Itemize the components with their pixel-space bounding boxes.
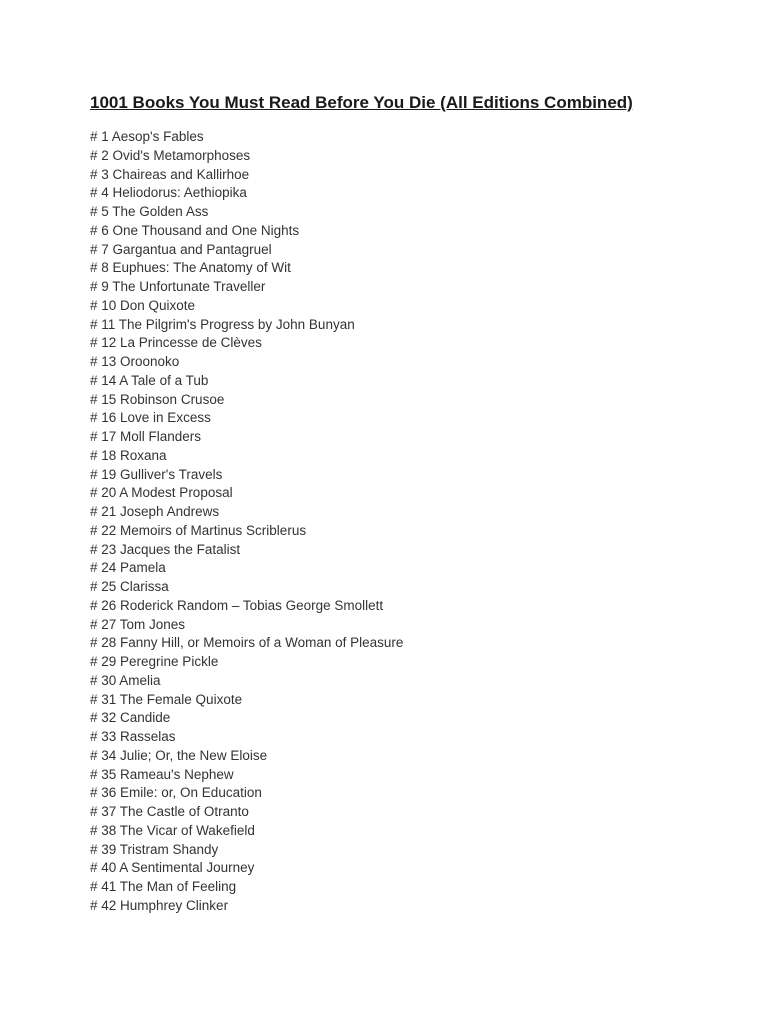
document-title: 1001 Books You Must Read Before You Die (All Editions Combined) [90,93,633,112]
book-list-item: # 22 Memoirs of Martinus Scriblerus [90,522,307,538]
book-list-item: # 37 The Castle of Otranto [90,804,249,819]
book-list-item: # 15 Robinson Crusoe [90,391,225,407]
book-list [90,128,403,916]
book-list-item: # 14 A Tale of a Tub [90,372,209,388]
book-list-item: # 6 One Thousand and One Nights [90,222,300,238]
book-list-item: # 34 Julie; Or, the New Eloise [90,747,268,763]
book-list-item: # 9 The Unfortunate Traveller [90,279,266,294]
book-list-item: # 27 Tom Jones [90,616,186,632]
book-list-item: # 17 Moll Flanders [90,429,202,444]
book-list-item: # 12 La Princesse de Clèves [90,335,262,351]
book-list-item: # 40 A Sentimental Journey [90,860,255,876]
book-list-item: # 29 Peregrine Pickle [90,654,219,669]
book-list-item: # 26 Roderick Random – Tobias George Smollett [90,597,384,613]
book-list-item: # 3 Chaireas and Kallirhoe [90,166,250,182]
book-list-item: # 7 Gargantua and Pantagruel [90,241,272,257]
book-list-item: # 8 Euphues: The Anatomy of Wit [90,260,291,276]
book-list-item: # 28 Fanny Hill, or Memoirs of a Woman of Pleasure [90,635,404,651]
book-list-item: # 21 Joseph Andrews [90,504,220,519]
book-list-item: # 2 Ovid's Metamorphoses [90,147,251,163]
book-list-item: # 31 The Female Quixote [90,691,243,707]
book-list-item: # 24 Pamela [90,560,166,576]
book-list-item: # 32 Candide [90,710,171,726]
book-list-item: # 25 Clarissa [90,579,169,594]
book-list-item: # 5 The Golden Ass [90,204,209,219]
book-list-item: # 11 The Pilgrim's Progress by John Bunyan [90,316,355,332]
book-list-item: # 35 Rameau's Nephew [90,766,234,782]
book-list-item: # 38 The Vicar of Wakefield [90,822,255,838]
book-list-item: # 4 Heliodorus: Aethiopika [90,185,247,201]
book-list-item: # 16 Love in Excess [90,410,211,426]
book-list-item: # 18 Roxana [90,447,167,463]
book-list-item: # 41 The Man of Feeling [90,879,237,894]
book-list-item: # 33 Rasselas [90,729,176,744]
book-list-item: # 39 Tristram Shandy [90,841,219,857]
book-list-item: # 30 Amelia [90,672,161,688]
book-list-item: # 1 Aesop's Fables [90,129,204,144]
book-list-item: # 20 A Modest Proposal [90,485,233,501]
book-list-item: # 19 Gulliver's Travels [90,466,223,482]
book-list-item: # 42 Humphrey Clinker [90,897,229,913]
book-list-item: # 36 Emile: or, On Education [90,785,262,801]
book-list-item: # 13 Oroonoko [90,354,180,369]
book-list-item: # 23 Jacques the Fatalist [90,541,241,557]
book-list-item: # 10 Don Quixote [90,297,196,313]
